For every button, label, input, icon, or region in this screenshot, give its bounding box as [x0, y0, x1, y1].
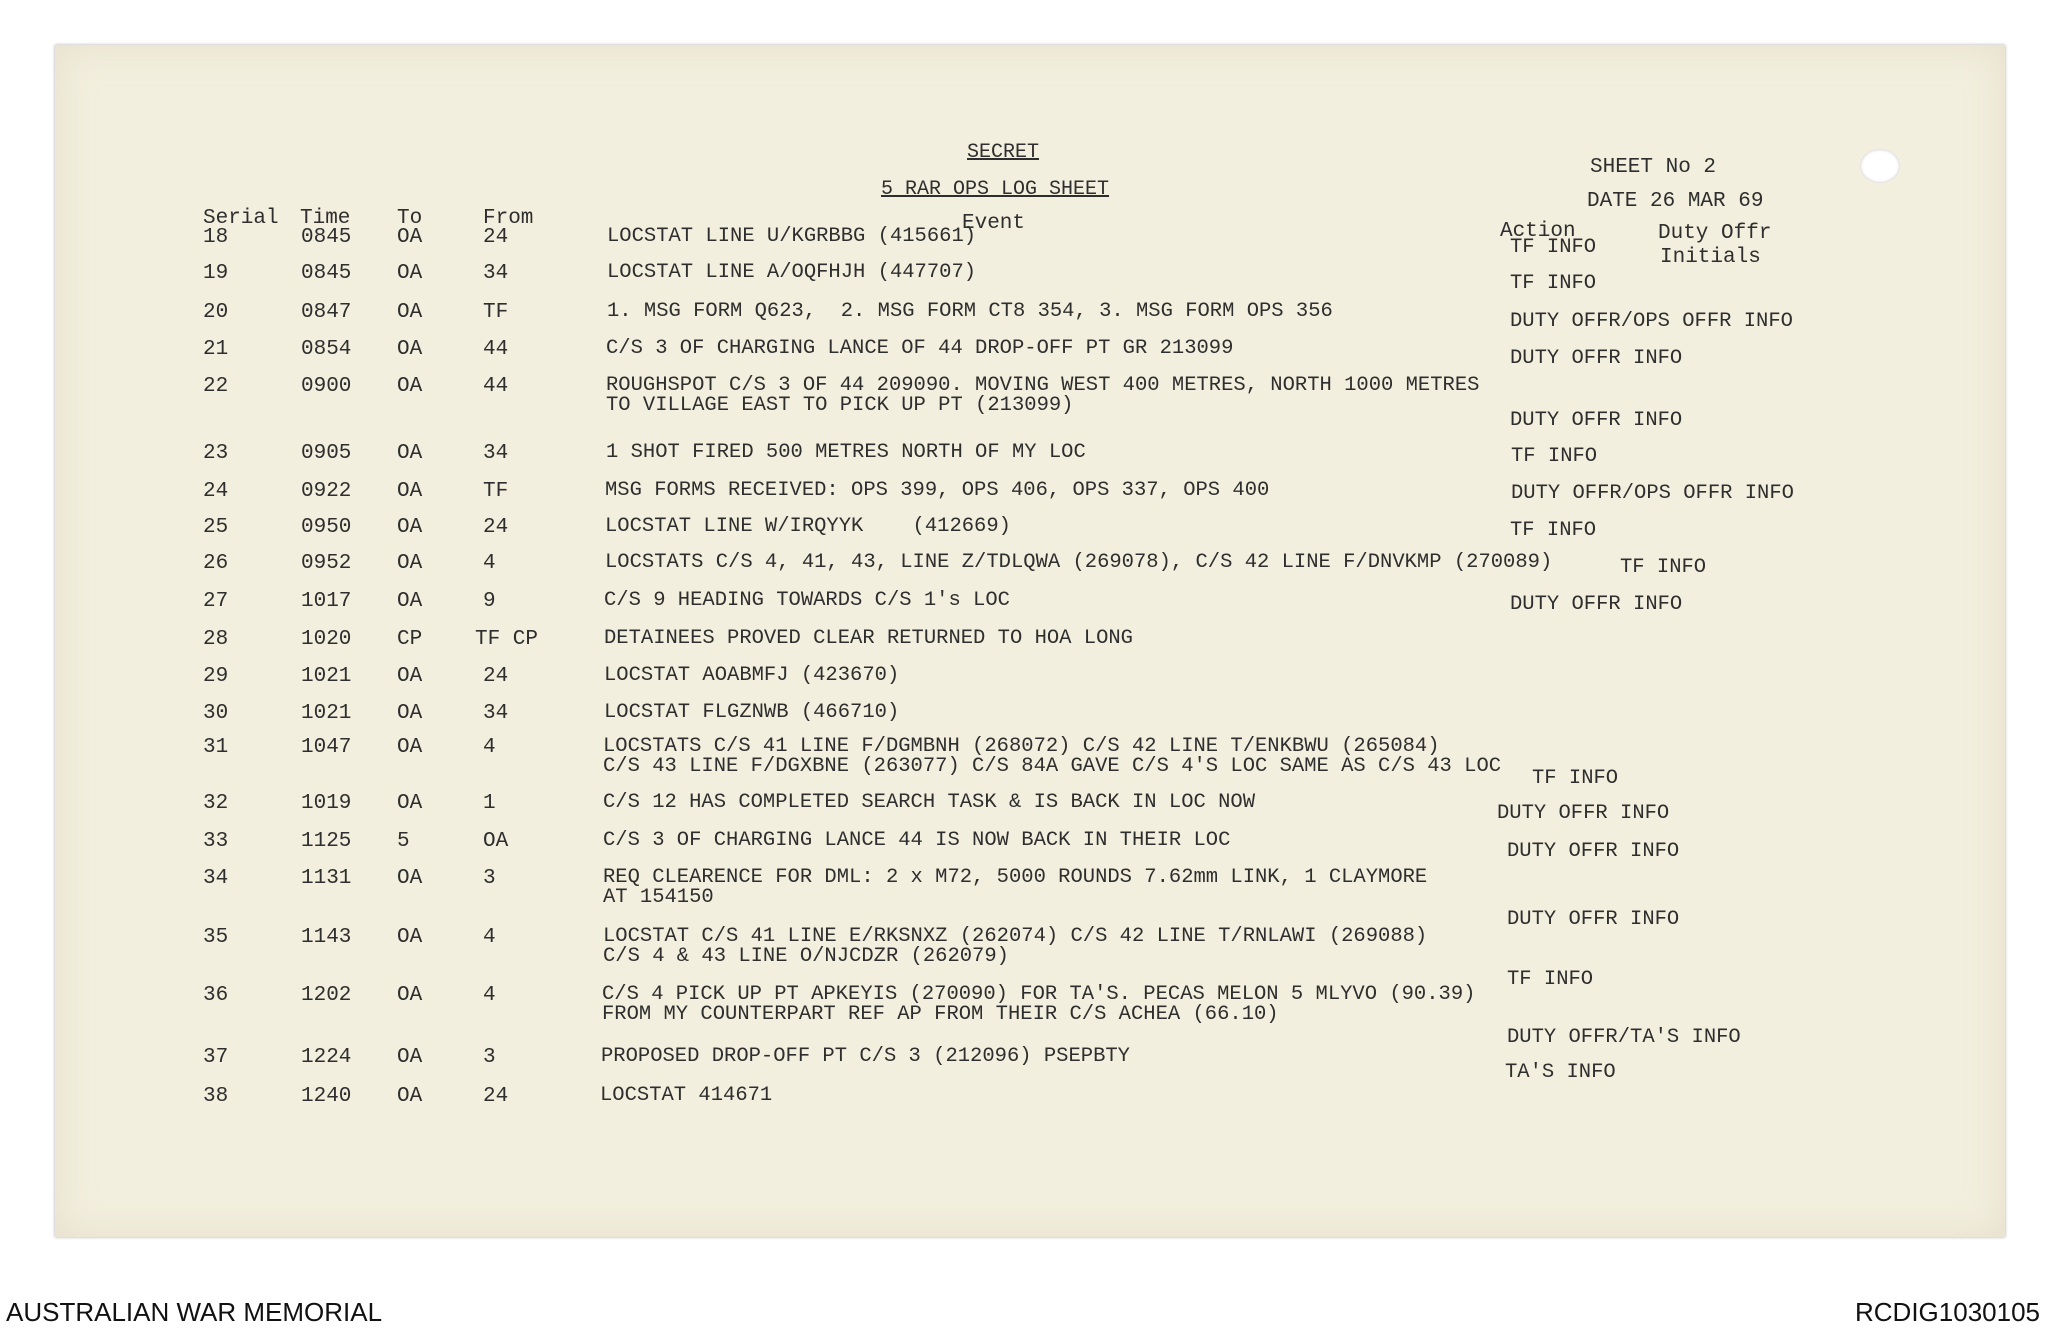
entry-serial: 20 [203, 301, 229, 324]
entry-time: 0950 [301, 516, 352, 539]
entry-action: DUTY OFFR INFO [1507, 908, 1680, 931]
entry-from: 34 [483, 702, 509, 725]
entry-action: DUTY OFFR INFO [1510, 347, 1683, 370]
entry-action: TF INFO [1510, 272, 1597, 295]
entry-time: 1020 [301, 628, 352, 651]
entry-to: OA [397, 736, 423, 759]
entry-event-line: LOCSTAT C/S 41 LINE E/RKSNXZ (262074) C/S 42 LINE T/RNLAWI (269088) [603, 925, 1428, 948]
entry-time: 0845 [301, 262, 352, 285]
entry-action: TF INFO [1510, 519, 1597, 542]
entry-serial: 28 [203, 628, 229, 651]
entry-time: 0847 [301, 301, 352, 324]
entry-action: TF INFO [1620, 556, 1707, 579]
entry-action: TF INFO [1510, 236, 1597, 259]
entry-from: 24 [483, 226, 509, 249]
entry-serial: 30 [203, 702, 229, 725]
entry-event-line: AT 154150 [603, 886, 714, 909]
entry-serial: 26 [203, 552, 229, 575]
entry-to: OA [397, 442, 423, 465]
entry-action: DUTY OFFR/TA'S INFO [1507, 1026, 1741, 1049]
entry-from: 3 [483, 867, 496, 890]
entry-time: 1240 [301, 1085, 352, 1108]
entry-event-line: 1 SHOT FIRED 500 METRES NORTH OF MY LOC [606, 441, 1086, 464]
entry-serial: 29 [203, 665, 229, 688]
column-header-action: Action [1500, 220, 1576, 243]
entry-to: OA [397, 262, 423, 285]
entry-from: 4 [483, 552, 496, 575]
entry-to: OA [397, 1046, 423, 1069]
entry-to: OA [397, 867, 423, 890]
entry-from: 4 [483, 984, 496, 1007]
entry-time: 0845 [301, 226, 352, 249]
entry-from: TF [483, 301, 509, 324]
entry-event-line: C/S 43 LINE F/DGXBNE (263077) C/S 84A GAVE C/S 4'S LOC SAME AS C/S 43 LOC [603, 755, 1502, 778]
entry-event-line: C/S 4 & 43 LINE O/NJCDZR (262079) [603, 945, 1009, 968]
entry-to: OA [397, 926, 423, 949]
entry-from: 9 [483, 590, 496, 613]
entry-action: DUTY OFFR/OPS OFFR INFO [1510, 310, 1793, 333]
entry-to: OA [397, 375, 423, 398]
entry-action: DUTY OFFR INFO [1510, 593, 1683, 616]
entry-time: 1143 [301, 926, 352, 949]
classification-heading: SECRET [967, 141, 1040, 164]
entry-serial: 36 [203, 984, 229, 1007]
entry-to: OA [397, 301, 423, 324]
entry-event-line: FROM MY COUNTERPART REF AP FROM THEIR C/S ACHEA (66.10) [602, 1003, 1279, 1026]
entry-event-line: LOCSTAT 414671 [600, 1084, 773, 1107]
entry-serial: 32 [203, 792, 229, 815]
entry-time: 0900 [301, 375, 352, 398]
entry-time: 0905 [301, 442, 352, 465]
entry-event-line: C/S 9 HEADING TOWARDS C/S 1's LOC [604, 589, 1010, 612]
entry-time: 1021 [301, 702, 352, 725]
column-header-time: Time [300, 207, 351, 230]
entry-serial: 22 [203, 375, 229, 398]
entry-time: 0922 [301, 480, 352, 503]
entry-from: 4 [483, 736, 496, 759]
entry-to: 5 [397, 830, 410, 853]
document-title: 5 RAR OPS LOG SHEET [881, 178, 1110, 201]
column-header-serial: Serial [203, 207, 279, 230]
sheet-number: SHEET No 2 [1590, 156, 1717, 179]
entry-action: TA'S INFO [1505, 1061, 1616, 1084]
entry-serial: 38 [203, 1085, 229, 1108]
entry-serial: 19 [203, 262, 229, 285]
entry-event-line: C/S 4 PICK UP PT APKEYIS (270090) FOR TA'S. PECAS MELON 5 MLYVO (90.39) [602, 983, 1476, 1006]
entry-action: DUTY OFFR INFO [1507, 840, 1680, 863]
log-sheet-paper [55, 45, 2005, 1237]
entry-to: OA [397, 480, 423, 503]
entry-time: 1125 [301, 830, 352, 853]
entry-event-line: TO VILLAGE EAST TO PICK UP PT (213099) [606, 394, 1074, 417]
entry-serial: 31 [203, 736, 229, 759]
entry-to: OA [397, 1085, 423, 1108]
entry-to: OA [397, 590, 423, 613]
entry-serial: 23 [203, 442, 229, 465]
entry-to: CP [397, 628, 423, 651]
entry-from: 34 [483, 442, 509, 465]
entry-event-line: LOCSTAT FLGZNWB (466710) [604, 701, 900, 724]
entry-time: 1019 [301, 792, 352, 815]
entry-event-line: LOCSTATS C/S 41 LINE F/DGMBNH (268072) C/S 42 LINE T/ENKBWU (265084) [603, 735, 1440, 758]
footer-archive-credit: AUSTRALIAN WAR MEMORIAL [6, 1297, 383, 1327]
entry-serial: 35 [203, 926, 229, 949]
entry-event-line: C/S 3 OF CHARGING LANCE OF 44 DROP-OFF PT GR 213099 [606, 337, 1234, 360]
entry-action: DUTY OFFR/OPS OFFR INFO [1511, 482, 1794, 505]
column-header-initials: Initials [1660, 246, 1761, 269]
entry-serial: 21 [203, 338, 229, 361]
entry-serial: 33 [203, 830, 229, 853]
entry-action: TF INFO [1511, 445, 1598, 468]
entry-event-line: PROPOSED DROP-OFF PT C/S 3 (212096) PSEPBTY [601, 1045, 1130, 1068]
entry-time: 0854 [301, 338, 352, 361]
entry-from: 3 [483, 1046, 496, 1069]
entry-event-line: DETAINEES PROVED CLEAR RETURNED TO HOA LONG [604, 627, 1133, 650]
entry-event-line: LOCSTATS C/S 4, 41, 43, LINE Z/TDLQWA (269078), C/S 42 LINE F/DNVKMP (270089) [605, 551, 1553, 574]
entry-from: 4 [483, 926, 496, 949]
entry-event-line: C/S 3 OF CHARGING LANCE 44 IS NOW BACK IN THEIR LOC [603, 829, 1231, 852]
entry-to: OA [397, 516, 423, 539]
entry-time: 1047 [301, 736, 352, 759]
entry-event-line: LOCSTAT AOABMFJ (423670) [604, 664, 900, 687]
entry-to: OA [397, 702, 423, 725]
entry-from: 34 [483, 262, 509, 285]
footer-record-id: RCDIG1030105 [1855, 1297, 2040, 1327]
entry-to: OA [397, 984, 423, 1007]
entry-time: 0952 [301, 552, 352, 575]
entry-serial: 27 [203, 590, 229, 613]
column-header-event: Event [962, 212, 1026, 235]
entry-time: 1131 [301, 867, 352, 890]
entry-to: OA [397, 665, 423, 688]
entry-from: 24 [483, 1085, 509, 1108]
entry-to: OA [397, 338, 423, 361]
entry-from: 24 [483, 516, 509, 539]
column-header-from: From [483, 207, 534, 230]
entry-from: 44 [483, 375, 509, 398]
entry-from: 24 [483, 665, 509, 688]
entry-from: 44 [483, 338, 509, 361]
entry-from: TF CP [475, 628, 539, 651]
entry-event-line: REQ CLEARENCE FOR DML: 2 x M72, 5000 ROUNDS 7.62mm LINK, 1 CLAYMORE [603, 866, 1428, 889]
entry-from: OA [483, 830, 509, 853]
entry-from: TF [483, 480, 509, 503]
entry-time: 1224 [301, 1046, 352, 1069]
entry-event-line: LOCSTAT LINE W/IRQYYK (412669) [605, 515, 1011, 538]
entry-action: TF INFO [1507, 968, 1594, 991]
entry-serial: 18 [203, 226, 229, 249]
entry-event-line: 1. MSG FORM Q623, 2. MSG FORM CT8 354, 3. MSG FORM OPS 356 [607, 300, 1333, 323]
entry-to: OA [397, 552, 423, 575]
entry-action: DUTY OFFR INFO [1497, 802, 1670, 825]
column-header-to: To [397, 207, 423, 230]
entry-event-line: LOCSTAT LINE A/OQFHJH (447707) [607, 261, 977, 284]
entry-event-line: ROUGHSPOT C/S 3 OF 44 209090. MOVING WEST 400 METRES, NORTH 1000 METRES [606, 374, 1480, 397]
entry-event-line: C/S 12 HAS COMPLETED SEARCH TASK & IS BACK IN LOC NOW [603, 791, 1256, 814]
entry-to: OA [397, 792, 423, 815]
entry-event-line: LOCSTAT LINE U/KGRBBG (415661) [607, 225, 977, 248]
entry-serial: 24 [203, 480, 229, 503]
entry-from: 1 [483, 792, 496, 815]
entry-serial: 25 [203, 516, 229, 539]
entry-action: TF INFO [1532, 767, 1619, 790]
entry-time: 1021 [301, 665, 352, 688]
entry-action: DUTY OFFR INFO [1510, 409, 1683, 432]
entry-event-line: MSG FORMS RECEIVED: OPS 399, OPS 406, OPS 337, OPS 400 [605, 479, 1270, 502]
column-header-duty-offr: Duty Offr [1658, 222, 1772, 245]
entry-to: OA [397, 226, 423, 249]
entry-serial: 34 [203, 867, 229, 890]
sheet-date: DATE 26 MAR 69 [1587, 190, 1764, 213]
punch-hole [1860, 149, 1900, 183]
entry-time: 1017 [301, 590, 352, 613]
entry-time: 1202 [301, 984, 352, 1007]
entry-serial: 37 [203, 1046, 229, 1069]
